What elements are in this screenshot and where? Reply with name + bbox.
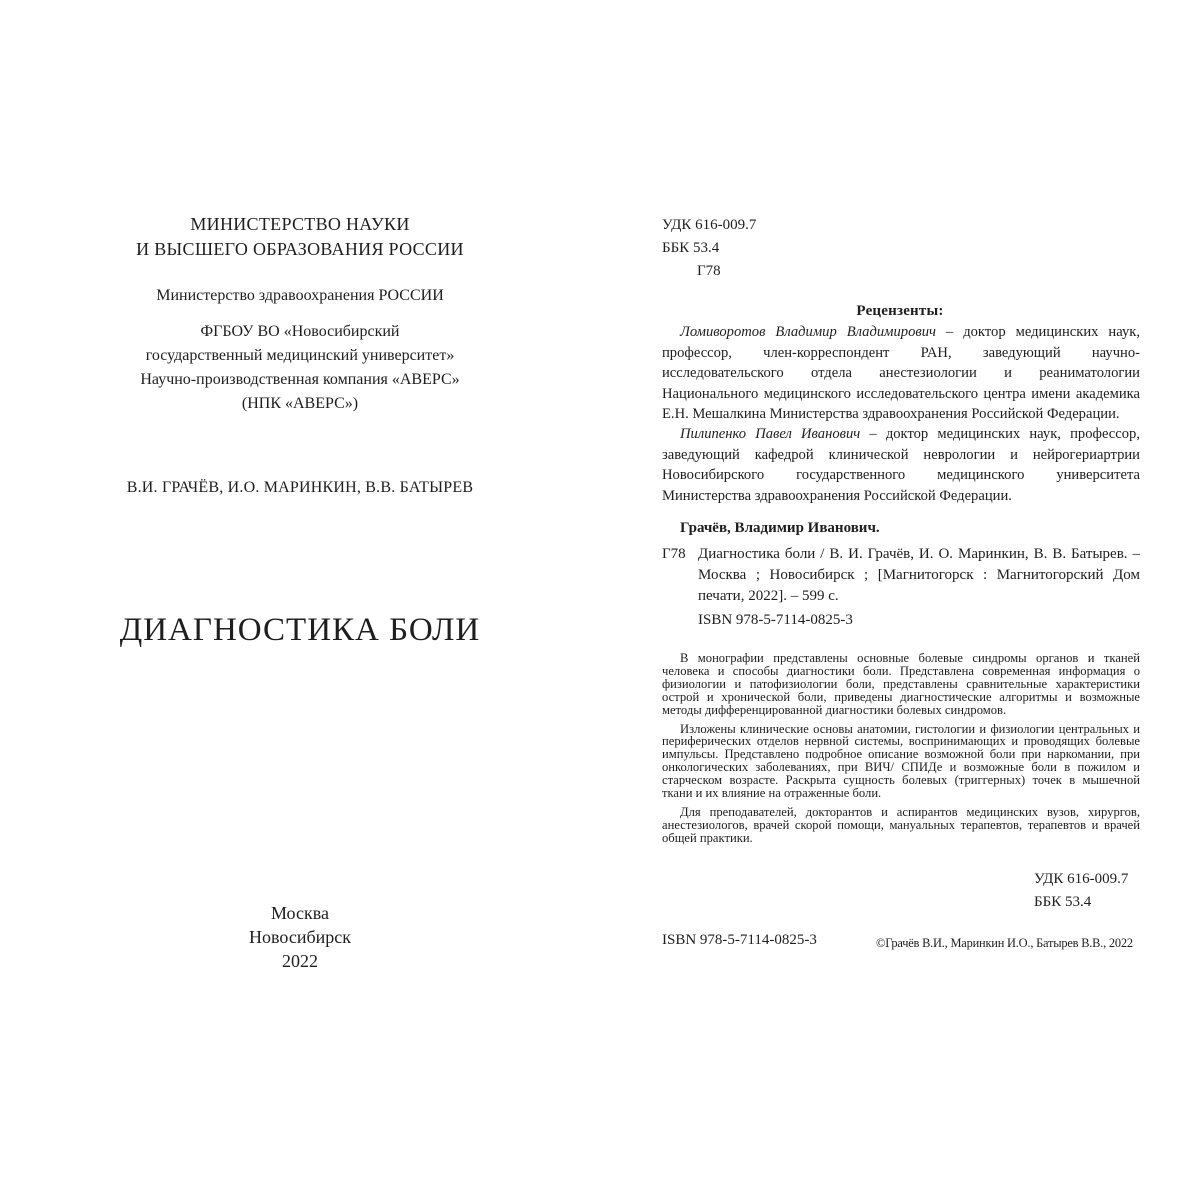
reviewer-2 [662, 424, 1140, 506]
bib-description: Диагностика боли / В. И. Грачёв, И. О. Маринкин, В. В. Батырев. – Москва ; Новосибирск ; [Магнитогорск : Магнитогорский Дом печати, 2022]. – 599 с. [698, 546, 1140, 604]
classification-bottom [1034, 868, 1128, 914]
ministry-heading [0, 212, 600, 262]
copyright-line [876, 936, 1133, 951]
org-line-3: Научно-производственная компания «АВЕРС» [140, 371, 460, 388]
right-colophon-page [600, 0, 1200, 1200]
abstract-paragraph-3: Для преподавателей, докторантов и аспирантов медицинских вузов, хирургов, анестезиологов, врачей скорой помощи, мануальных терапевтов, терапевтов и врачей общей практики. [662, 804, 1140, 845]
isbn-footer: ISBN 978-5-7114-0825-3 [662, 932, 817, 948]
book-title: ДИАГНОСТИКА БОЛИ [119, 612, 481, 648]
bbk-bottom: ББК 53.4 [1034, 894, 1092, 910]
authors-line: В.И. ГРАЧЁВ, И.О. МАРИНКИН, В.В. БАТЫРЕВ [126, 479, 474, 496]
ministry-line-1: МИНИСТЕРСТВО НАУКИ [190, 214, 410, 234]
udk-bottom: УДК 616-009.7 [1034, 871, 1129, 887]
imprint-block [0, 901, 600, 973]
reviewer-1-name: Ломиворотов Владимир Владимирович [680, 324, 936, 340]
reviewer-1 [662, 322, 1140, 425]
author-sign-code: Г78 [697, 263, 721, 279]
reviewers-heading: Рецензенты: [856, 303, 944, 319]
classification-block [662, 214, 756, 283]
bib-isbn: ISBN 978-5-7114-0825-3 [698, 612, 853, 628]
copyright-icon: © [876, 936, 886, 950]
main-author: Грачёв, Владимир Иванович. [680, 520, 880, 536]
org-line-4: (НПК «АВЕРС») [241, 395, 359, 412]
bib-code: Г78 [662, 546, 686, 562]
reviewer-2-text: – доктор медицинских наук, профессор, заведующий кафедрой клинической неврологии и нейрогериартрии Новосибирского государственного медицинского университета Министерства здравоохранения Российской Федерации. [662, 426, 1140, 504]
bibliographic-record [662, 544, 1140, 631]
reviewer-1-text: – доктор медицинских наук, профессор, член-корреспондент РАН, заведующий научно-исследовательского отдела анестезиологии и реаниматологии Национального медицинского исследовательского центра имени академика Е.Н. Мешалкина Министерства здравоохранения Российской Федерации. [662, 324, 1141, 422]
abstract-paragraph-1: В монографии представлены основные болевые синдромы органов и тканей человека и способы диагностики боли. Представлена современная информация о физиологии и патофизиологии боли, представлены сравнительные характеристики острой и хронической боли, приведены диагностические алгоритмы и возможные методы дифференцированной диагностики болевых синдромов. [662, 651, 1140, 717]
imprint-city-2: Новосибирск [249, 927, 351, 947]
ministry-line-2: И ВЫСШЕГО ОБРАЗОВАНИЯ РОССИИ [136, 239, 464, 259]
reviewer-2-name: Пилипенко Павел Иванович [680, 426, 861, 442]
udk-code: УДК 616-009.7 [662, 217, 757, 233]
org-line-2: государственный медицинский университет» [145, 347, 455, 364]
abstract [662, 652, 1140, 851]
imprint-year: 2022 [282, 951, 318, 971]
imprint-city-1: Москва [271, 903, 329, 923]
abstract-paragraph-2: Изложены клинические основы анатомии, гистологии и физиологии центральных и периферических отделов нервной системы, воспринимающих и проводящих болевые импульсы. Представлено подробное описание возможной боли при наркомании, при онкологических заболеваниях, при ВИЧ/ СПИДе и возможные боли в пожилом и старческом возрасте. Раскрыта сущность болевых (триггерных) точек в мышечной ткани и их влияние на отраженные боли. [662, 721, 1140, 801]
bbk-code: ББК 53.4 [662, 240, 720, 256]
organization-block [0, 320, 600, 416]
copyright-text: Грачёв В.И., Маринкин И.О., Батырев В.В., 2022 [885, 936, 1133, 950]
org-line-1: ФГБОУ ВО «Новосибирский [200, 323, 400, 340]
ministry-health: Министерство здравоохранения РОССИИ [156, 287, 444, 304]
